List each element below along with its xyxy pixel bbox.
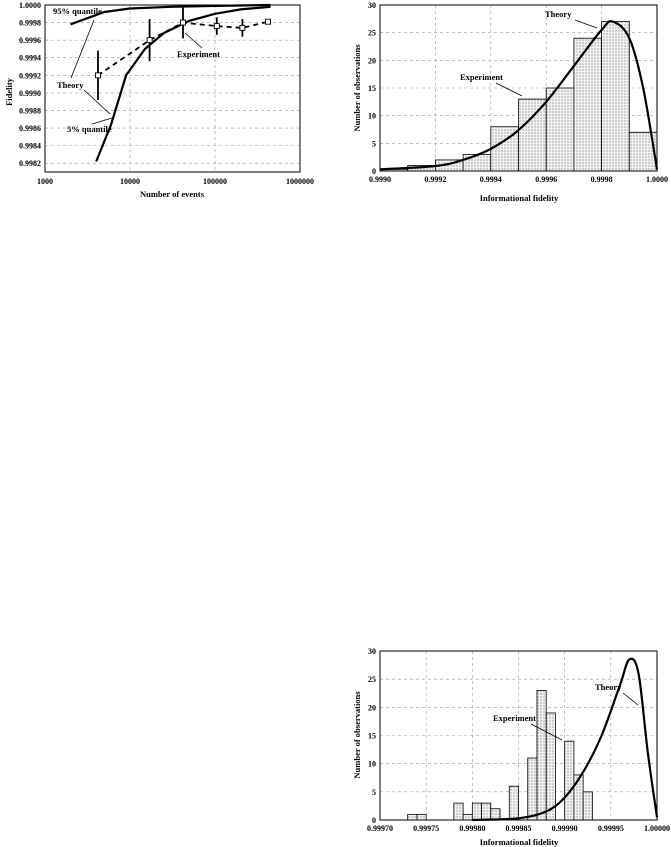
chart1-ytick-label: 0.9990 [19, 88, 41, 98]
chart2-ytick-label: 30 [368, 1, 376, 10]
chart2-xtick-label: 0.9994 [479, 175, 502, 184]
chart3-xtick-label: 0.99995 [597, 824, 624, 833]
chart2-ytick-label: 15 [368, 84, 376, 93]
chart3-xlabel: Informational fidelity [479, 837, 559, 847]
chart2-anno-experiment: Experiment [460, 72, 503, 82]
chart1-xlabel: Number of events [139, 189, 205, 199]
chart3-bar [574, 775, 583, 820]
chart3-ytick-label: 10 [368, 759, 376, 769]
chart3-bar [583, 792, 592, 820]
chart3-bar [509, 786, 518, 820]
chart1-ytick-label: 0.9982 [19, 159, 41, 169]
chart3-bar [482, 803, 491, 820]
chart2-anno-theory: Theory [545, 9, 572, 19]
chart3-ytick-label: 0 [372, 816, 376, 825]
chart1-anno-5-quantile: 5% quantile [67, 124, 112, 134]
chart1-xtick-label: 100000 [203, 177, 227, 186]
chart1-ytick-label: 0.9988 [19, 106, 41, 116]
chart2-ytick-label: 5 [372, 139, 376, 149]
chart1-ylabel: Fidelity [4, 78, 14, 106]
chart1-ytick-label: 1.0000 [19, 1, 41, 10]
chart3-bar [528, 758, 537, 820]
chart1-ytick-label: 0.9984 [19, 141, 41, 151]
chart3-bar [546, 713, 555, 820]
chart3-bar [463, 814, 472, 820]
chart3-bar [472, 803, 481, 820]
chart2-xtick-label: 0.9990 [369, 175, 391, 184]
chart3-ytick-label: 25 [368, 675, 376, 685]
chart2-ytick-label: 10 [368, 111, 376, 121]
chart3-bar [408, 814, 417, 820]
chart1-ytick-label: 0.9994 [19, 53, 41, 63]
chart2-xtick-label: 0.9996 [535, 175, 558, 184]
chart1-anno-theory: Theory [57, 80, 84, 90]
chart3-xtick-label: 1.00000 [644, 824, 670, 833]
chart2-xtick-label: 0.9992 [424, 175, 447, 184]
chart1-ytick-label: 0.9998 [19, 18, 41, 28]
chart1-ytick-label: 0.9996 [19, 36, 41, 46]
chart3-ytick-label: 5 [372, 787, 376, 797]
chart3-ytick-label: 20 [368, 703, 376, 713]
chart3-xtick-label: 0.99985 [505, 824, 532, 833]
chart3-bars [408, 690, 593, 820]
chart1-xtick-label: 1000 [37, 177, 53, 186]
chart3-bar [537, 690, 546, 820]
chart1-xtick-label: 10000 [120, 177, 140, 186]
chart3-ytick-label: 30 [368, 647, 376, 656]
chart2-xlabel: Informational fidelity [479, 193, 559, 203]
chart2-ytick-label: 20 [368, 56, 376, 66]
chart3-bar [454, 803, 463, 820]
chart1-ytick-label: 0.9992 [19, 71, 41, 81]
chart2-ytick-label: 25 [368, 28, 376, 38]
chart3-anno-theory: Theory [595, 682, 622, 692]
chart3-xtick-label: 0.99975 [413, 824, 440, 833]
chart3-xtick-label: 0.99970 [367, 824, 393, 833]
chart3-ylabel: Number of observations [352, 691, 362, 779]
chart3-bar [565, 741, 574, 820]
chart1-ytick-label: 0.9986 [19, 124, 41, 134]
chart3-ytick-label: 15 [368, 731, 376, 741]
chart3-xtick-label: 0.99990 [551, 824, 578, 833]
chart3-anno-experiment: Experiment [493, 713, 536, 723]
chart2-ylabel: Number of observations [352, 44, 362, 132]
chart2-xtick-label: 0.9998 [590, 175, 613, 184]
chart3-bar [417, 814, 426, 820]
chart1-xtick-label: 1000000 [286, 177, 314, 186]
chart3-xtick-label: 0.99980 [459, 824, 486, 833]
chart1-anno-95-quantile: 95% quantile [53, 6, 102, 16]
chart1-anno-experiment: Experiment [177, 49, 220, 59]
chart2-ytick-label: 0 [372, 167, 376, 176]
chart2-xtick-label: 1.0000 [646, 175, 668, 184]
